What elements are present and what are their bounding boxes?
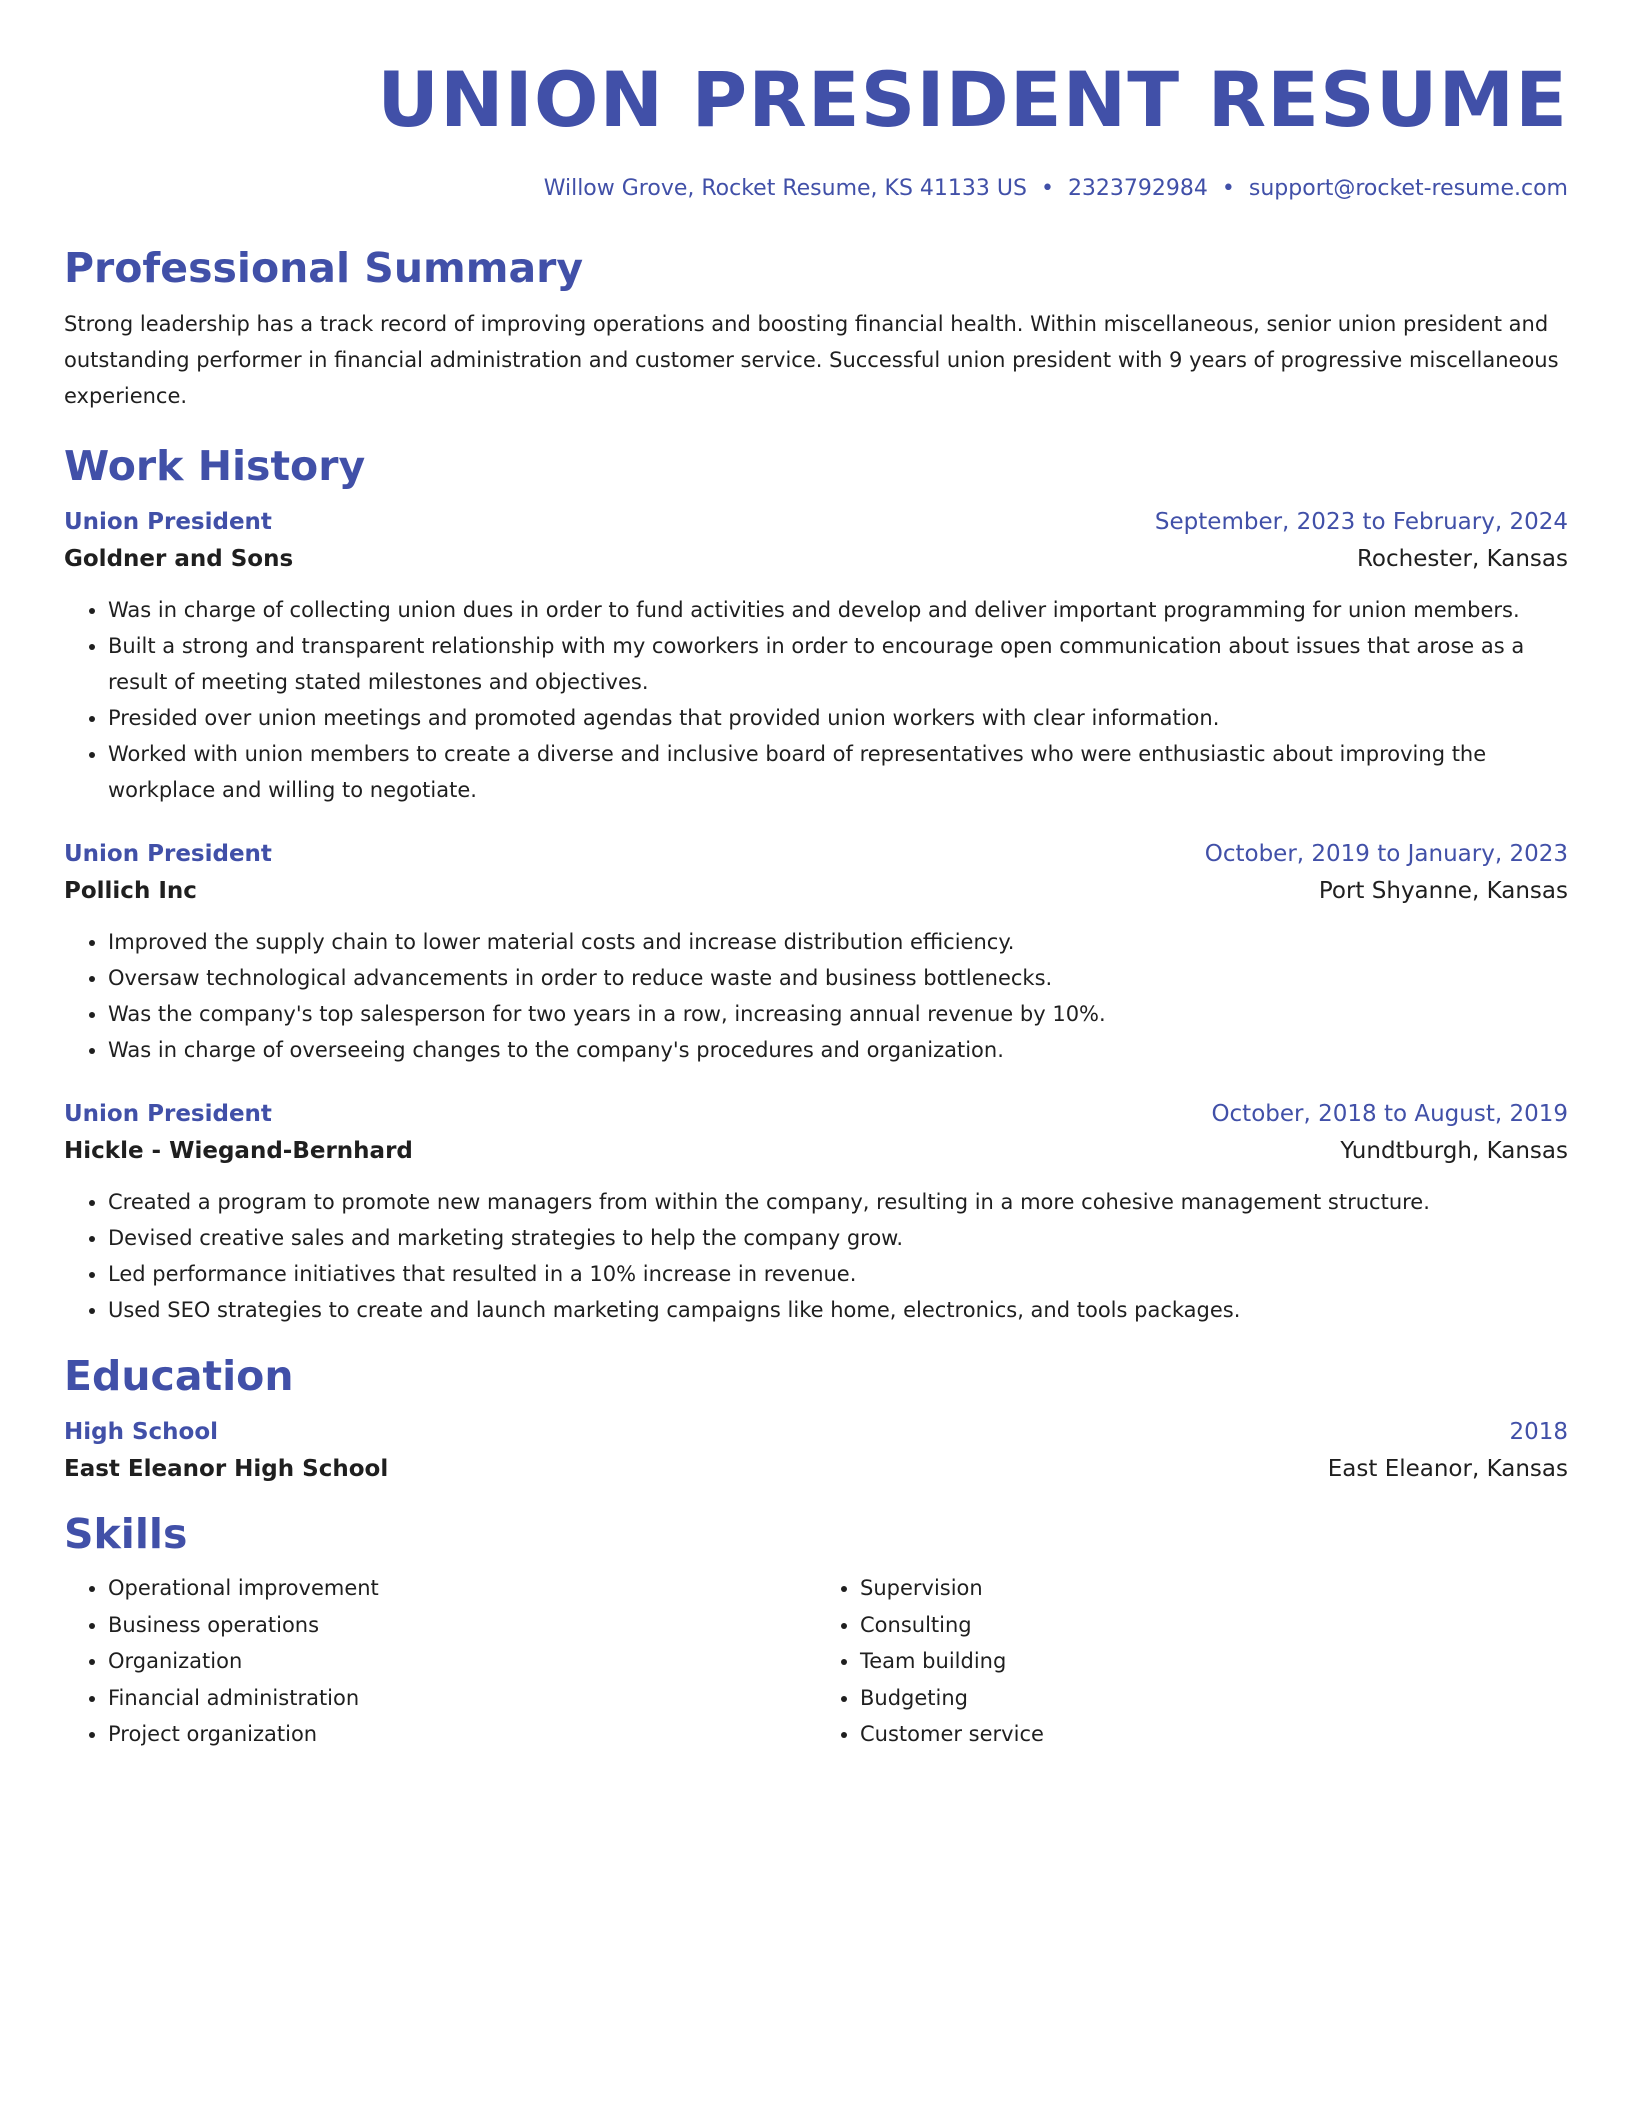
job-bullet: • Presided over union meetings and promoted agendas that provided union workers with clear information.	[108, 700, 1568, 736]
job-location: Yundtburgh, Kansas	[1340, 1138, 1568, 1164]
skill-item: • Supervision	[860, 1570, 1568, 1607]
education-entry	[64, 1414, 1568, 1488]
contact-separator: •	[1040, 176, 1054, 201]
contact-separator: •	[1221, 176, 1235, 201]
skills-list-left	[64, 1570, 816, 1753]
resume-name: UNION PRESIDENT RESUME	[377, 55, 1568, 144]
education-section	[64, 1350, 1568, 1488]
job-bullet: • Worked with union members to create a diverse and inclusive board of representatives who were enthusiastic about improving the workplace and willing to negotiate.	[108, 736, 1568, 808]
job-header-row	[64, 504, 1568, 540]
skill-item: • Business operations	[108, 1607, 816, 1644]
skill-item: • Project organization	[108, 1716, 816, 1753]
job-company: Hickle - Wiegand-Bernhard	[64, 1138, 413, 1164]
summary-text: Strong leadership has a track record of improving operations and boosting financial health. Within miscellaneous, senior union president and outstanding performer in financial administration and customer service. Successful union president with 9 years of progressive miscellaneous experience.	[64, 312, 1559, 408]
job-bullet: • Built a strong and transparent relationship with my coworkers in order to encourage open communication about issues that arose as a result of meeting stated milestones and objectives.	[108, 628, 1568, 700]
job-title: Union President	[64, 509, 272, 535]
contact-email: support@rocket-resume.com	[1248, 176, 1568, 201]
job-entry	[64, 836, 1568, 1068]
job-bullet: • Was the company's top salesperson for two years in a row, increasing annual revenue by 10%.	[108, 996, 1568, 1032]
skill-item: • Customer service	[860, 1716, 1568, 1753]
contact-line	[64, 174, 1568, 204]
skill-item: • Budgeting	[860, 1680, 1568, 1717]
skills-list-right	[816, 1570, 1568, 1753]
job-title: Union President	[64, 841, 272, 867]
education-heading: Education	[64, 1352, 294, 1400]
education-year: 2018	[1509, 1419, 1568, 1445]
skill-item: • Team building	[860, 1643, 1568, 1680]
job-bullet: • Created a program to promote new managers from within the company, resulting in a more cohesive management structure.	[108, 1184, 1568, 1220]
job-dates: October, 2018 to August, 2019	[1211, 1101, 1568, 1127]
job-dates: October, 2019 to January, 2023	[1204, 841, 1568, 867]
job-company: Goldner and Sons	[64, 546, 294, 572]
job-bullet: • Was in charge of overseeing changes to the company's procedures and organization.	[108, 1032, 1568, 1068]
job-entry	[64, 1096, 1568, 1328]
job-bullets	[64, 1184, 1568, 1328]
job-entry	[64, 504, 1568, 808]
skill-item: • Financial administration	[108, 1680, 816, 1717]
job-location: Port Shyanne, Kansas	[1318, 878, 1568, 904]
education-header-row	[64, 1414, 1568, 1450]
skill-item: • Organization	[108, 1643, 816, 1680]
contact-address: Willow Grove, Rocket Resume, KS 41133 US	[543, 176, 1027, 201]
summary-section	[64, 242, 1568, 414]
work-history-section	[64, 440, 1568, 1328]
education-school: East Eleanor High School	[64, 1456, 389, 1482]
job-bullets	[64, 924, 1568, 1068]
education-school-row	[64, 1450, 1568, 1488]
job-bullet: • Was in charge of collecting union dues in order to fund activities and develop and deliver important programming for union members.	[108, 592, 1568, 628]
job-bullet: • Oversaw technological advancements in order to reduce waste and business bottlenecks.	[108, 960, 1568, 996]
job-company-row	[64, 1132, 1568, 1170]
contact-phone: 2323792984	[1067, 176, 1208, 201]
job-header-row	[64, 1096, 1568, 1132]
job-bullet: • Led performance initiatives that resulted in a 10% increase in revenue.	[108, 1256, 1568, 1292]
job-bullet: • Improved the supply chain to lower material costs and increase distribution efficiency.	[108, 924, 1568, 960]
job-bullet: • Devised creative sales and marketing strategies to help the company grow.	[108, 1220, 1568, 1256]
skills-heading: Skills	[64, 1510, 188, 1558]
skills-section	[64, 1508, 1568, 1753]
skill-item: • Consulting	[860, 1607, 1568, 1644]
job-title: Union President	[64, 1101, 272, 1127]
job-company: Pollich Inc	[64, 878, 197, 904]
work-history-heading: Work History	[64, 442, 366, 490]
job-company-row	[64, 540, 1568, 578]
job-bullets	[64, 592, 1568, 808]
job-header-row	[64, 836, 1568, 872]
job-dates: September, 2023 to February, 2024	[1154, 509, 1568, 535]
job-company-row	[64, 872, 1568, 910]
skills-columns	[64, 1570, 1568, 1753]
job-bullet: • Used SEO strategies to create and launch marketing campaigns like home, electronics, and tools packages.	[108, 1292, 1568, 1328]
resume-page	[64, 52, 1568, 1753]
summary-heading: Professional Summary	[64, 244, 584, 292]
skill-item: • Operational improvement	[108, 1570, 816, 1607]
education-degree: High School	[64, 1419, 219, 1445]
job-location: Rochester, Kansas	[1356, 546, 1568, 572]
education-location: East Eleanor, Kansas	[1327, 1456, 1568, 1482]
